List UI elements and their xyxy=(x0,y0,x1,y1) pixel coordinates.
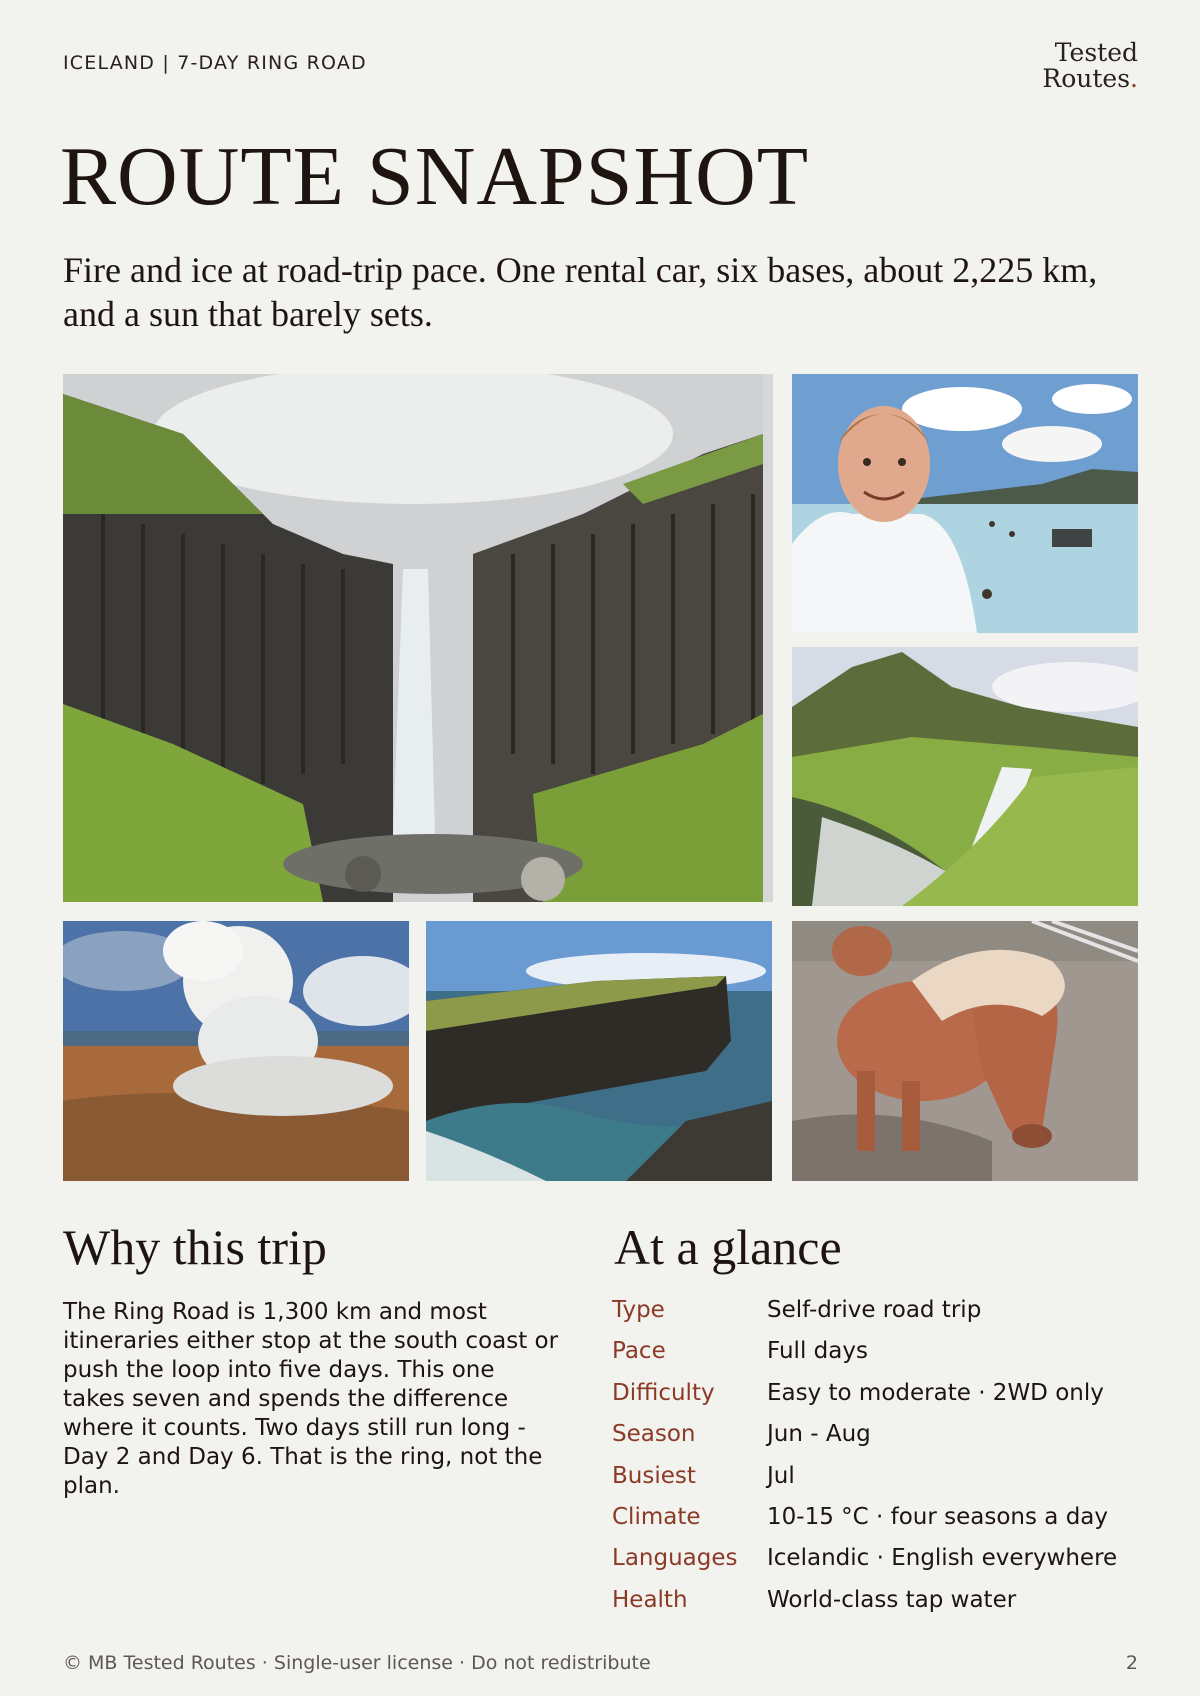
header-label: ICELAND | 7-DAY RING ROAD xyxy=(63,52,367,74)
glance-value: Jun - Aug xyxy=(767,1421,871,1448)
page-number: 2 xyxy=(1125,1652,1138,1674)
why-heading: Why this trip xyxy=(63,1219,327,1275)
glance-value: Easy to moderate · 2WD only xyxy=(767,1379,1104,1406)
glance-value: Full days xyxy=(767,1338,868,1365)
geothermal-steam-photo xyxy=(63,921,409,1181)
glance-key: Difficulty xyxy=(612,1379,715,1406)
glance-key: Season xyxy=(612,1421,696,1448)
brand-logo xyxy=(1042,40,1138,92)
glance-heading: At a glance xyxy=(614,1219,842,1275)
glance-key: Pace xyxy=(612,1338,666,1365)
glance-row xyxy=(612,1504,1152,1545)
skogafoss-waterfall-photo xyxy=(792,647,1138,906)
glance-row xyxy=(612,1338,1152,1379)
footer-license: © MB Tested Routes · Single-user license · Do not redistribute xyxy=(63,1652,651,1674)
logo-line-1: Tested xyxy=(1054,38,1138,67)
logo-dot: . xyxy=(1130,64,1138,93)
glance-value: Icelandic · English everywhere xyxy=(767,1545,1118,1572)
glance-row xyxy=(612,1297,1152,1338)
glance-row xyxy=(612,1463,1152,1504)
svartifoss-waterfall-photo xyxy=(63,374,773,902)
coastal-cliff-photo xyxy=(426,921,772,1181)
glance-value: 10-15 °C · four seasons a day xyxy=(767,1503,1109,1530)
glance-key: Type xyxy=(612,1297,665,1323)
page-subtitle: Fire and ice at road-trip pace. One rental car, six bases, about 2,225 km, and a sun that barely sets. xyxy=(63,250,1098,334)
glance-key: Health xyxy=(612,1586,688,1613)
glance-key: Languages xyxy=(612,1545,738,1572)
page-title: ROUTE SNAPSHOT xyxy=(60,130,810,223)
icelandic-horse-photo xyxy=(792,921,1138,1181)
lagoon-selfie-photo xyxy=(792,374,1138,633)
glance-key: Climate xyxy=(612,1503,701,1530)
glance-value: Self-drive road trip xyxy=(767,1297,982,1323)
glance-value: Jul xyxy=(767,1462,795,1489)
glance-key: Busiest xyxy=(612,1462,696,1489)
logo-line-2: Routes xyxy=(1042,64,1131,93)
glance-row xyxy=(612,1380,1152,1421)
glance-table xyxy=(612,1297,1152,1628)
glance-value: World-class tap water xyxy=(767,1586,1017,1613)
glance-row xyxy=(612,1587,1152,1628)
why-body: The Ring Road is 1,300 km and most itineraries either stop at the south coast or push the loop into five days. This one takes seven and spends the difference where it counts. Two days still run long - Day 2 and Day 6. That is the ring, not the plan. xyxy=(63,1299,559,1499)
glance-row xyxy=(612,1545,1152,1586)
glance-row xyxy=(612,1421,1152,1462)
